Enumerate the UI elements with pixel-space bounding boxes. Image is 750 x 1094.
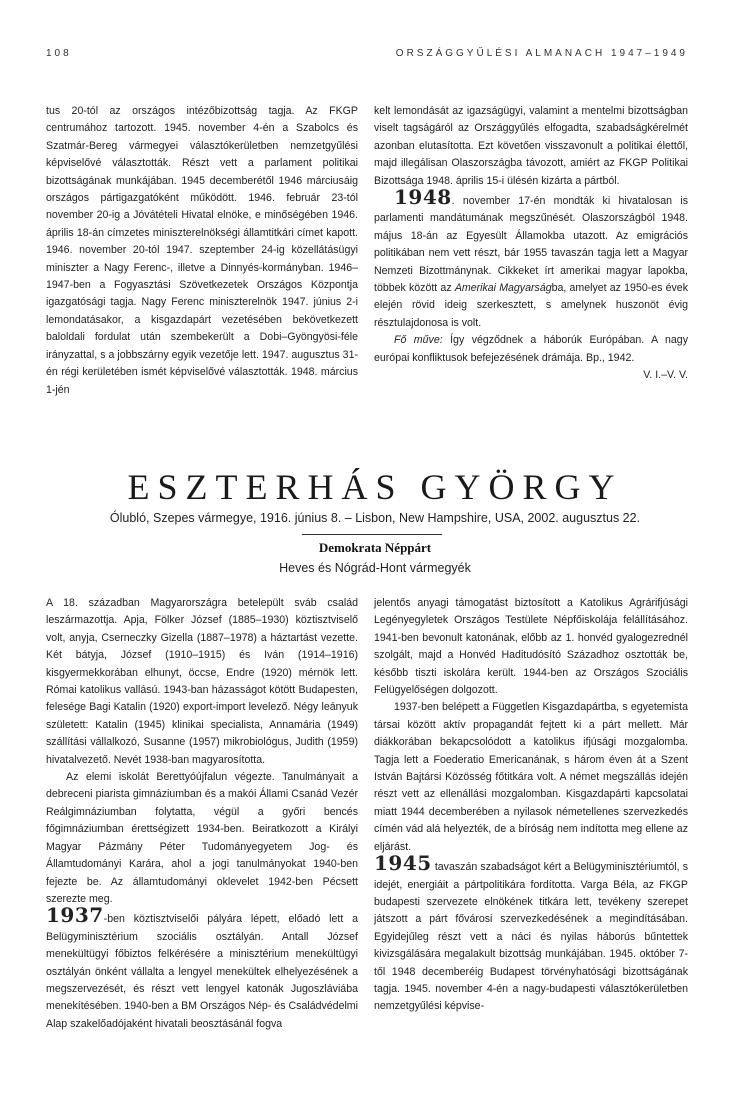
year-initial: 1948	[394, 185, 452, 210]
entry-divider	[302, 534, 442, 535]
year-initial: 1937	[46, 903, 104, 928]
year-initial: 1945	[374, 851, 432, 876]
entry-birth-death: Ólubló, Szepes vármegye, 1916. június 8. – Lisbon, New Hampshire, USA, 2002. augusztus 22.	[109, 511, 641, 525]
entry-paragraph	[374, 851, 688, 1016]
previous-entry-right-column	[374, 103, 688, 385]
previous-entry-paragraph: tus 20-tól az országos intézőbizottság tagja. Az FKGP centrumához tartozott. 1945. november 4-én a Szabolcs és Szatmár-Bereg vármegyei választókerületben nemzetgyűlési képviselővé választották. Részt vett a parlament politikai bizottságának munkájában. 1945 decemberétől 1946 márciusáig országos pártigazgatóként működött. 1946. február 23-tól november 20-ig a Jóvátételi Hivatal elnöke, e minőségében 1946. április 18-án címzetes miniszterelnökségi államtitkári címet kapott. 1946. november 20-tól 1947. szeptember 24-ig közellátásügyi miniszter a Nagy Ferenc-, illetve a Dinnyés-kormányban. 1946–1947-ben a Fogyasztási Szövetkezetek Országos Központja igazgatósági tagja. Nagy Ferenc miniszterelnök 1947. június 2-i lemondatásakor, a kisgazdapárt vezetésében bekövetkezett baloldali fordulat után szembekerült a Dobi–Gyöngyösi-féle irányzattal, s a jobbszárny egyik vezetője lett. 1947. augusztus 31-én régi kerületében ismét képviselővé választották. 1948. március 1-jén	[46, 105, 358, 396]
entry-left-column	[46, 595, 358, 1033]
entry-district: Heves és Nógrád-Hont vármegyék	[279, 561, 471, 575]
page-number: 108	[46, 48, 72, 59]
entry-paragraph	[46, 903, 358, 1033]
author-signature: V. I.–V. V.	[643, 369, 688, 382]
previous-entry-paragraph: kelt lemondását az igazságügyi, valamint a mentelmi bizottságban viselt tagságáról az Országgyűlés elfogadta, szabadságkérelmét azonban elutasította. Ezt követően visszavonult a politikai élettől, majd illegálisan Olaszországba távozott, amiért az FKGP Politikai Bizottsága 1948. április 15-i ülésén kizárta a pártból.	[374, 105, 688, 187]
works-paragraph	[374, 332, 688, 367]
entry-paragraph: Az elemi iskolát Berettyóújfalun végezte. Tanulmányait a debreceni piarista gimnáziumban és a makói Állami Csanád Vezér Reálgimnáziumban folytatta, végül a győri bencés főgimnáziumban érettségizett 1934-ben. Beiratkozott a Királyi Magyar Pázmány Péter Tudományegyetem Jog- és Államtudományi Karára, ahol a jogi tanulmányokat 1940-ben fejezte be. Az államtudományi oklevelet 1942-ben Pécsett szerezte meg.	[46, 771, 358, 905]
paragraph-text: -ben köztisztviselői pályára lépett, előadó lett a Belügyminisztérium szociális osztályán. Antall József menekültügyi főbiztos felkérésére a minisztérium menekültügyi osztályán önként vállalta a lengyel menekültek elhelyezésének a megszervezését, és részt vett lengyel katonák Jugoszláviába menekítésében. 1940-ben a BM Országos Nép- és Családvédelmi Alap szakelőadójaként hivatali beosztásánál fogva	[46, 913, 358, 1030]
almanac-title: ORSZÁGGYŰLÉSI ALMANACH 1947–1949	[395, 48, 688, 59]
entry-party: Demokrata Néppárt	[318, 540, 432, 555]
newspaper-title: Amerikai Magyarság	[454, 282, 552, 295]
entry-paragraph: A 18. században Magyarországra betelepült sváb család leszármazottja. Apja, Fölker József (1885–1930) köztisztviselő volt, anyja, Cserneczky Gizella (1887–1978) a háztartást vezette. Két bátyja, József (1910–1915) és Iván (1914–1916) kisgyermekkorában elhunyt, öccse, Endre (1920) mérnök lett. Római katolikus vallású. 1943-ban házasságot kötött Budapesten, felesége Bagi Katalin (1920) export-import levelező. Négy leányuk született: Katalin (1945) klinikai specialista, Annamária (1949) szállítási vállalkozó, Susanne (1957) mikrobiológus, Judith (1959) hivatalvezető. Nevét 1938-ban magyarosította.	[46, 597, 358, 766]
entry-paragraph: 1937-ben belépett a Független Kisgazdapártba, s egyetemista társai között aktív propagandát fejtett ki a párt mellett. Már diákkorában bekapcsolódott a katolikus ifjúsági mozgalomba. Tagja lett a Foederatio Emericanának, s három éven át a Szent István Bajtársi Közösség főtitkára volt. A német megszállás idején részt vett az ellenállási mozgalomban. Kisgazdapárti kapcsolatai miatt 1944 decemberében a nyilasok németellenes szervezkedés címén vád alá helyezték, de a bíróság nem indította meg ellene az eljárást.	[374, 701, 688, 853]
previous-entry-paragraph	[374, 185, 688, 332]
paragraph-text: tavaszán szabadságot kért a Belügyminisztériumtól, s idejét, energiáit a pártpolitikára fordította. Varga Béla, az FKGP budapesti szervezete elnökének titkára lett, tevékeny szerepet játszott a párt fővárosi szervezkedésének a megindításában. Egyidejűleg részt vett a náci és nyilas háborús bűntettek kivizsgálására megalakult bizottság munkájában. 1945. október 7-től 1948 decemberéig Budapest törvényhatósági bizottságának tagja. 1945. november 4-én a nagy-budapesti választókerületben nemzetgyűlési képvise-	[374, 861, 688, 1013]
previous-entry-left-column	[46, 103, 358, 399]
works-text: Így végződnek a háborúk Európában. A nagy európai konfliktusok befejezésének drámája. Bp., 1942.	[374, 334, 688, 364]
paragraph-text: . november 17-én mondták ki hivatalosan is parlamenti mandátumának megszűnését. Olaszországból 1948. május 18-án az Egyesült Államokba utazott. Az emigrációs politikában nem vett részt, bár 1955 tavaszán tagja lett a Magyar Nemzeti Bizottmánynak. Cikkeket írt amerikai magyar lapokba, többek között az	[374, 195, 688, 295]
entry-name-heading: ESZTERHÁS GYÖRGY	[127, 467, 623, 507]
entry-paragraph: jelentős anyagi támogatást biztosított a Katolikus Agrárifjúsági Legényegyletek Országos Testülete Népfőiskolája felállításához. 1941-ben bevonult katonának, előbb az 1. honvéd gyalogezrednél szolgált, majd a Honvéd Haditudósító Századhoz osztották be, később tiszti iskolára került. 1944-ben az Országos Szociális Felügyelőségen dolgozott.	[374, 597, 688, 697]
entry-right-column	[374, 595, 688, 1016]
paragraph-text: ba, amelyet az 1950-es évek elején rövid ideig szerkesztett, s amelynek huszonöt évig résztulajdonosa is volt.	[374, 282, 688, 329]
works-label: Fő műve:	[394, 334, 443, 347]
